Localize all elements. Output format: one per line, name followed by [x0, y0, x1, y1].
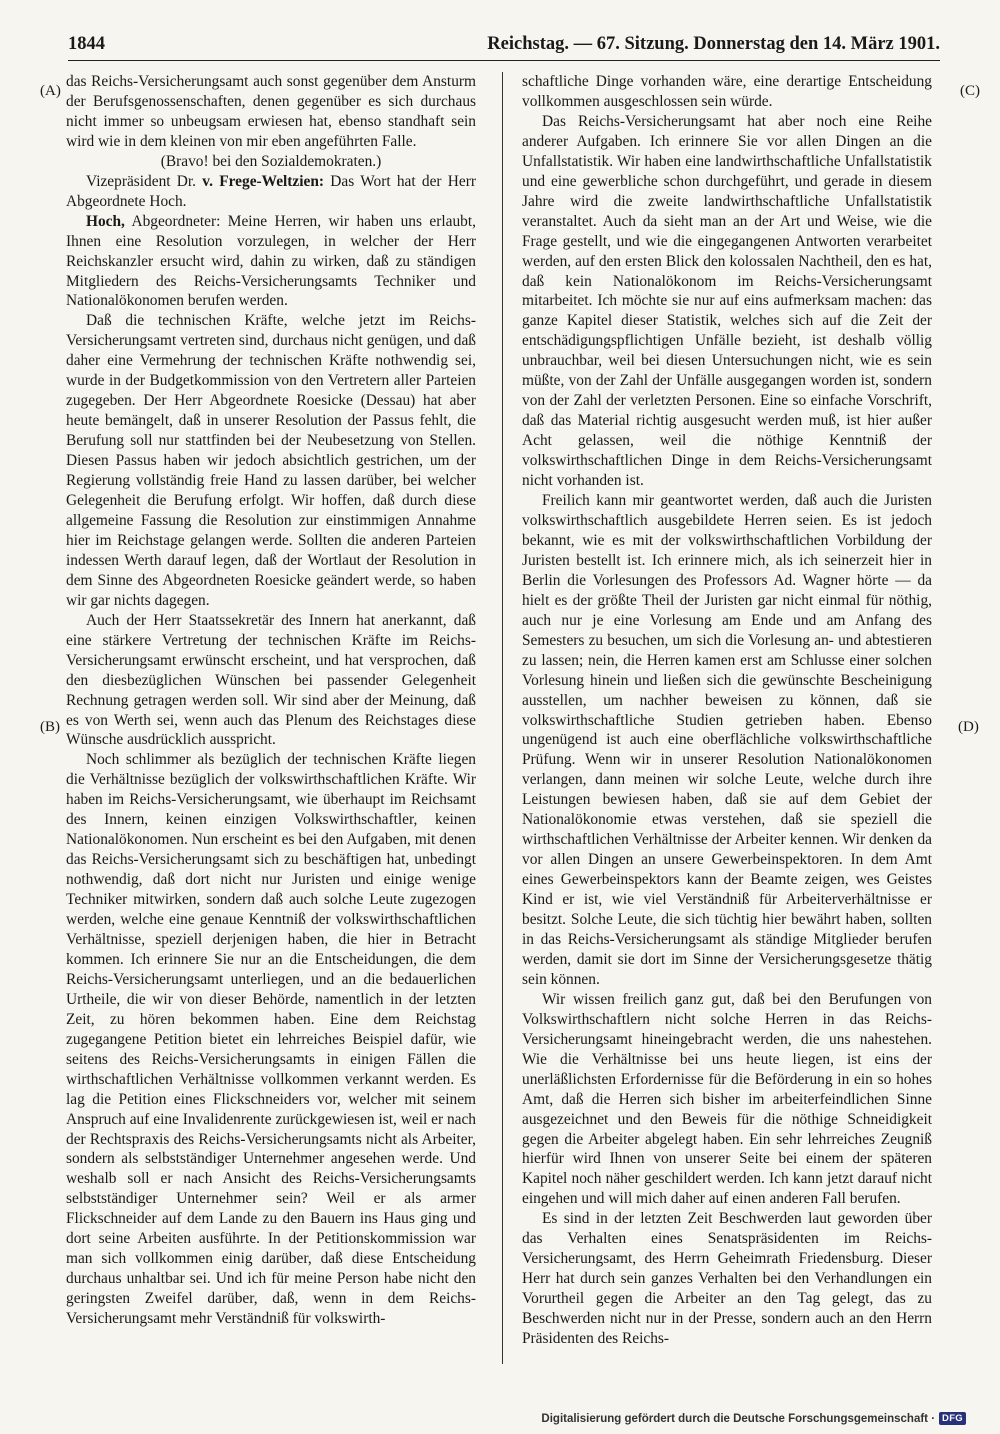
stage-direction: (Bravo! bei den Sozialdemokraten.) [160, 152, 382, 170]
speech-text: Abgeordneter: Meine Herren, wir haben uns erlaubt, Ihnen eine Resolution vorzulegen, in welcher der Herr Reichskanzler ersucht wird, dahin zu wirken, daß zu ständigen Mitgliedern des Reichs-Versicherungsamts Techniker und Nationalökonomen berufen werden. [66, 212, 476, 310]
paragraph: Es sind in der letzten Zeit Beschwerden laut geworden über das Verhalten eines Senatspräsidenten im Reichs-Versicherungsamt, des Herrn Geheimrath Friedensburg. Dieser Herr hat durch sein ganzes Verhalten bei den Verhandlungen ein Vorurtheil gegen die Arbeiter an den Tag gelegt, das zu Beschwerden nicht nur in der Presse, sondern auch an den Herrn Präsidenten des Reichs- [522, 1210, 932, 1348]
paragraph: das Reichs-Versicherungsamt auch sonst gegenüber dem Ansturm der Berufsgenossenschaften, denen gegenüber es sich durchaus nicht immer so unbeugsam erwiesen hat, ebenso standhaft sein wird wie in dem kleinen von mir eben angeführten Falle. [66, 73, 476, 150]
credit-text: Digitalisierung gefördert durch die Deutsche Forschungsgemeinschaft · [541, 1412, 936, 1425]
speaker-name: Hoch, [86, 212, 125, 230]
page-header [68, 34, 940, 61]
paragraph: schaftliche Dinge vorhanden wäre, eine derartige Entscheidung vollkommen ausgeschlossen sein würde. [522, 73, 932, 110]
left-column [66, 72, 476, 1368]
running-title: Reichstag. — 67. Sitzung. Donnerstag den 14. März 1901. [487, 34, 940, 54]
paragraph: Noch schlimmer als bezüglich der technischen Kräfte liegen die Verhältnisse bezüglich der volkswirthschaftlichen Kräfte. Wir haben im Reichs-Versicherungsamt, wie überhaupt im Reichsamt des Innern, keinen einzigen Volkswirthschaftler, keinen Nationalökonomen. Nun erscheint es bei den Aufgaben, mit denen das Reichs-Versicherungsamt sich zu beschäftigen hat, unbedingt nothwendig, daß dort nicht nur Juristen und einige wenige Techniker mitwirken, sondern daß auch solche Leute zugezogen werden, welche eine genaue Kenntniß der volkswirthschaftlichen Verhältnisse, speziell derjenigen haben, die hier in Betracht kommen. Ich erinnere Sie nur an die Entscheidungen, die dem Reichs-Versicherungsamt unterliegen, und an die bedauerlichen Urtheile, die wir von dieser Behörde, namentlich in der letzten Zeit, zu hören bekommen haben. Eine dem Reichstag zugegangene Petition bietet ein lehrreiches Beispiel dafür, wie seitens des Reichs-Versicherungsamts in einigen Fällen die wirthschaftlichen Verhältnisse vollkommen verkannt werden. Es lag die Petition eines Flickschneiders vor, welcher mit seinem Anspruch auf eine Invalidenrente zurückgewiesen ist, weil er nach der Rechtspraxis des Reichs-Versicherungsamts nicht als Arbeiter, sondern als selbstständiger Unternehmer angesehen werde. Und weshalb soll er nach Ansicht des Reichs-Versicherungsamts selbstständiger Unternehmer sein? Weil er als armer Flickschneider auf dem Lande zu den Bauern ins Haus ging und dort seine Arbeiten ausführte. In der Petitionskommission war man sich vollkommen einig darüber, daß diese Entscheidung durchaus unhaltbar sei. Und ich für meine Person habe nicht den geringsten Zweifel darüber, daß, wenn in dem Reichs-Versicherungsamt mehr Verständniß für volkswirth- [66, 751, 476, 1328]
right-column [522, 72, 932, 1368]
paragraph: Wir wissen freilich ganz gut, daß bei den Berufungen von Volkswirthschaftlern nicht solche Herren in das Reichs-Versicherungsamt hineingebracht werden, die uns nahestehen. Wie die Verhältnisse bei uns heute liegen, ist eins der unerläßlichsten Erfordernisse für die Beförderung in ein so hohes Amt, daß die Herren sich bisher im arbeiterfeindlichen Sinne ausgezeichnet und den Beweis für die nöthige Schneidigkeit gegen die Arbeiter abgelegt haben. Ein sehr lehrreiches Zeugniß hierfür wird Ihnen von unserer Seite bei einem der späteren Kapitel noch näher geschildert werden. Ich kann jetzt darauf nicht eingehen und will mich daher auf einen anderen Fall berufen. [522, 990, 932, 1208]
margin-marker-b: (B) [40, 719, 60, 735]
paragraph: Freilich kann mir geantwortet werden, daß auch die Juristen volkswirthschaftlich ausgebildete Herren seien. Es ist jedoch bekannt, wie es mit der volkswirthschaftlichen Vorbildung der Juristen bestellt ist. Ich erinnere mich, als ich seinerzeit hier in Berlin die Vorlesungen des Professors Ad. Wagner hörte — da hielt es der größte Theil der Juristen gar nicht einmal für nöthig, auch nur je eine Vorlesung am Ende und am Anfang des Semesters zu besuchen, um sich die Vorlesung an- und abtestieren zu lassen; nein, die Herren kamen erst am Schlusse einer solchen Vorlesung hinein und ließen sich die gewünschte Bescheinigung ausstellen, um nachher beweisen zu können, daß sie volkswirthschaftliche Studien getrieben haben. Ebenso ungenügend ist auch eine oberflächliche volkswirthschaftliche Prüfung. Wenn wir in unserer Resolution Nationalökonomen verlangen, dann meinen wir solche Leute, welche durch ihre Leistungen bewiesen haben, daß sie auf dem Gebiet der Nationalökonomie etwas verstehen, daß sie speziell die wirthschaftlichen Verhältnisse der Arbeiter kennen. Wir denken da vor allen Dingen an unsere Gewerbeinspektoren. In dem Amt eines Gewerbeinspektors kann der Beamte zeigen, wes Geistes Kind er ist, wie viel Verständniß für Arbeiterverhältnisse er besitzt. Solche Leute, die sich tüchtig hier bewährt haben, sollten in das Reichs-Versicherungsamt als ständige Mitglieder berufen werden, damit sie dort im Sinne der Versicherungsgesetze thätig sein können. [522, 492, 932, 988]
speaker-role: Vizepräsident Dr. [86, 172, 197, 190]
column-divider [502, 72, 503, 1364]
page-number: 1844 [68, 34, 105, 54]
paragraph: Das Reichs-Versicherungsamt hat aber noch eine Reihe anderer Aufgaben. Ich erinnere Sie vor allen Dingen an die Unfallstatistik. Wir haben eine landwirthschaftliche Unfallstatistik und eine gewerbliche schon durchgeführt, und gerade in diesem Jahre wird die zweite landwirthschaftliche Unfallstatistik veranstaltet. Auch da sieht man an der Art und Weise, wie die Frage gestellt, und wie die eingegangenen Antworten verarbeitet werden, auf den ersten Blick den kolossalen Nachtheil, den es hat, daß kein Nationalökonom im Reichs-Versicherungsamt mitarbeitet. Ich möchte sie nur auf eins aufmerksam machen: das ganze Kapitel dieser Statistik, welches sich auf die Zeit der entschädigungspflichtigen Unfälle bezieht, ist deshalb völlig unbrauchbar, weil bei diesen Untersuchungen nicht, wie es sein müßte, von der Zahl der Unfälle ausgegangen worden ist, sondern von der Zahl der verletzten Personen. Eine so einfache Vorschrift, daß das Material richtig ausgesucht werden muß, ist hier außer Acht gelassen, weil die nöthige Kenntniß der volkswirthschaftlichen Dinge in dem Reichs-Versicherungsamt nicht vorhanden ist. [522, 112, 932, 490]
speech-text: Das Wort hat der Herr Abgeordnete Hoch. [66, 172, 476, 210]
margin-marker-c: (C) [960, 83, 980, 99]
paragraph: Auch der Herr Staatssekretär des Innern hat anerkannt, daß eine stärkere Vertretung der technischen Kräfte im Reichs-Versicherungsamt erwünscht erscheint, und hat versprochen, daß den diesbezüglichen Wünschen bei passender Gelegenheit Rechnung getragen werden soll. Wir sind aber der Meinung, daß es von Werth sei, wenn auch das Plenum des Reichstages diese Wünsche ausdrücklich ausspricht. [66, 611, 476, 749]
margin-marker-a: (A) [40, 83, 61, 99]
speaker-name: v. Frege-Weltzien: [202, 172, 325, 190]
speaker-paragraph [66, 172, 476, 212]
dfg-logo: DFG [939, 1412, 966, 1425]
speaker-paragraph [66, 212, 476, 312]
paragraph: Daß die technischen Kräfte, welche jetzt im Reichs-Versicherungsamt vertreten sind, durchaus nicht genügen, und daß daher eine Vermehrung der technischen Kräfte nothwendig sei, wurde in der Budgetkommission von den Vertretern aller Parteien zugegeben. Der Herr Abgeordnete Roesicke (Dessau) hat aber heute bemängelt, daß in unserer Resolution der Passus fehlt, die Berufung soll nur stattfinden bei der Neubesetzung von Stellen. Diesen Passus haben wir jedoch absichtlich gestrichen, um der Regierung vollständig freie Hand zu lassen darüber, bei welcher Gelegenheit die Berufung erfolgt. Wir hoffen, daß durch diese allgemeine Fassung die Resolution zur einstimmigen Annahme hier im Reichstage gelangen werde. Sollten die anderen Parteien indessen Werth darauf legen, daß der Wortlaut der Resolution in dem Sinne des Abgeordneten Roesicke geändert werde, so haben wir gar nichts dagegen. [66, 312, 476, 609]
digitization-credit [541, 1412, 966, 1425]
margin-marker-d: (D) [958, 719, 979, 735]
